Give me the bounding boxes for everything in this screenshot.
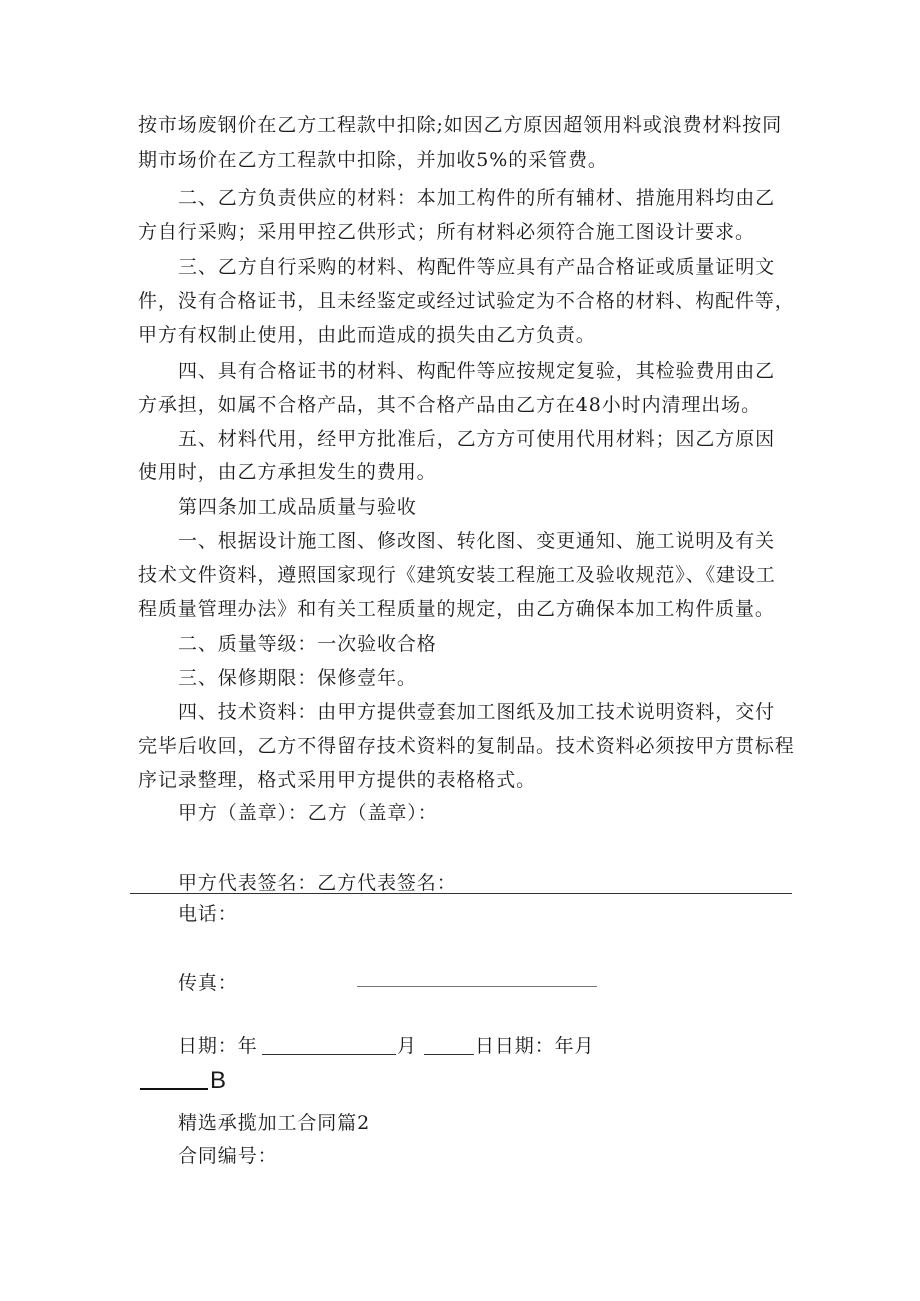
text-line: 按市场废钢价在乙方工程款中扣除;如因乙方原因超领用料或浪费材料按同 xyxy=(138,114,783,136)
text-line: 五、材料代用，经甲方批准后，乙方方可使用代用材料；因乙方原因 xyxy=(178,428,776,450)
text-line: 二、乙方负责供应的材料：本加工构件的所有辅材、措施用料均由乙 xyxy=(178,187,776,209)
section-heading: 第四条加工成品质量与验收 xyxy=(178,496,417,518)
contract-number-label: 合同编号： xyxy=(178,1145,278,1167)
seal-line: 甲方（盖章）：乙方（盖章）： xyxy=(178,802,438,824)
text-line: 一、根据设计施工图、修改图、转化图、变更通知、施工说明及有关 xyxy=(178,530,776,552)
date-year-underline xyxy=(262,1054,396,1055)
mark-letter: B xyxy=(210,1067,227,1094)
fax-underline xyxy=(357,986,597,987)
phone-label: 电话： xyxy=(178,903,238,925)
representative-signature-line: 甲方代表签名：乙方代表签名： xyxy=(178,872,457,894)
text-line: 三、保修期限：保修壹年。 xyxy=(178,667,417,689)
date-second-label: 日日期：年月 xyxy=(475,1035,595,1057)
text-line: 三、乙方自行采购的材料、构配件等应具有产品合格证或质量证明文 xyxy=(178,256,776,278)
date-day-underline xyxy=(424,1054,474,1055)
mark-underline xyxy=(140,1088,208,1090)
text-line: 程质量管理办法》和有关工程质量的规定，由乙方确保本加工构件质量。 xyxy=(138,598,775,620)
text-line: 序记录整理，格式采用甲方提供的表格格式。 xyxy=(138,769,537,791)
text-line: 二、质量等级：一次验收合格 xyxy=(178,633,437,655)
text-line: 件，没有合格证书，且未经鉴定或经过试验定为不合格的材料、构配件等， xyxy=(138,290,795,312)
text-line: 方自行采购；采用甲控乙供形式；所有材料必须符合施工图设计要求。 xyxy=(138,221,755,243)
date-month-label: 月 xyxy=(397,1035,417,1057)
next-section-title: 精选承揽加工合同篇2 xyxy=(178,1112,371,1134)
text-line: 甲方有权制止使用，由此而造成的损失由乙方负责。 xyxy=(138,324,596,346)
text-line: 使用时，由乙方承担发生的费用。 xyxy=(138,461,437,483)
text-line: 四、具有合格证书的材料、构配件等应按规定复验，其检验费用由乙 xyxy=(178,360,776,382)
divider-line xyxy=(130,893,792,894)
text-line: 完毕后收回，乙方不得留存技术资料的复制品。技术资料必须按甲方贯标程 xyxy=(138,735,795,757)
date-label: 日期：年 xyxy=(178,1035,258,1057)
text-line: 技术文件资料，遵照国家现行《建筑安装工程施工及验收规范》、《建设工 xyxy=(138,564,776,586)
text-line: 方承担，如属不合格产品，其不合格产品由乙方在48小时内清理出场。 xyxy=(138,394,761,416)
fax-label: 传真： xyxy=(178,972,238,994)
text-line: 期市场价在乙方工程款中扣除，并加收5%的采管费。 xyxy=(138,149,608,171)
text-line: 四、技术资料：由甲方提供壹套加工图纸及加工技术说明资料，交付 xyxy=(178,701,776,723)
